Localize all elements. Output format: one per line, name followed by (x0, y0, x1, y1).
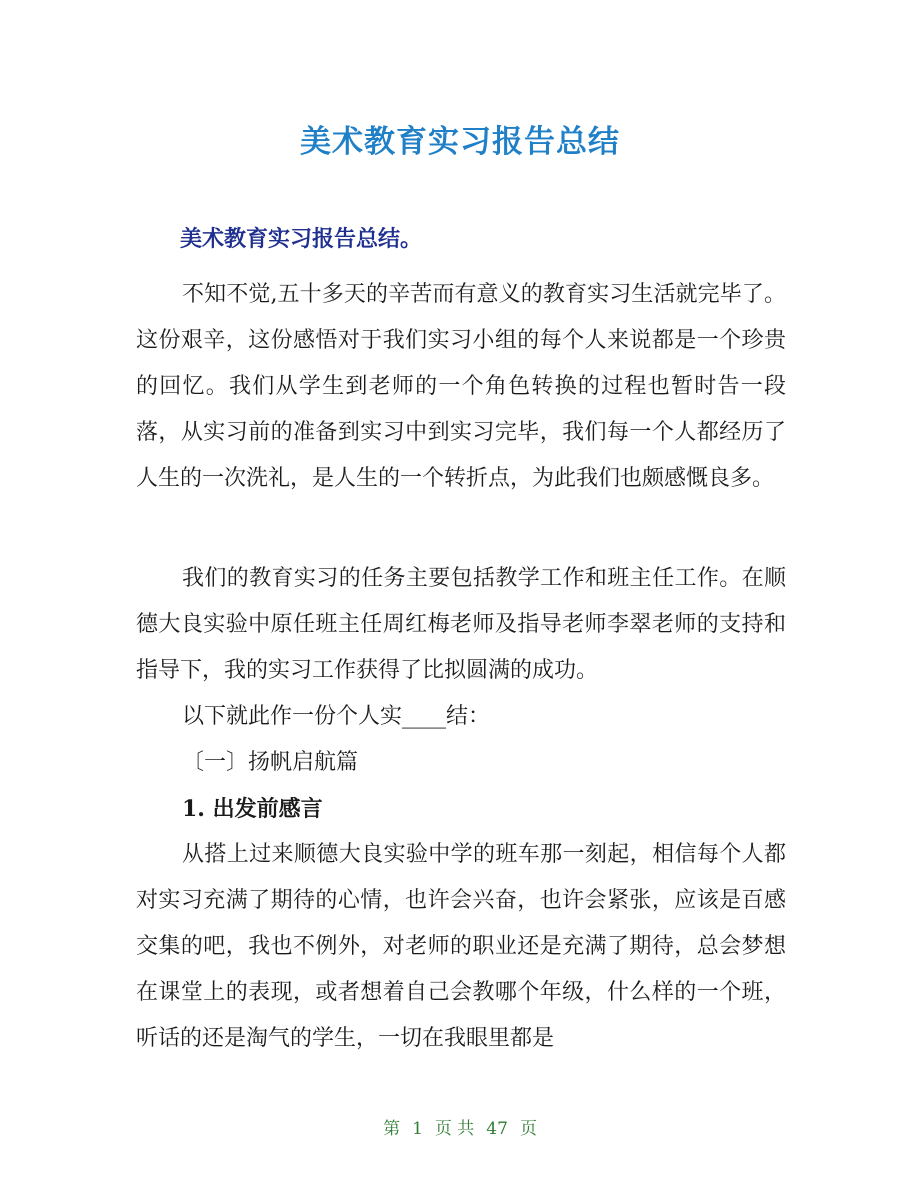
paragraph-3: 从搭上过来顺德大良实验中学的班车那一刻起，相信每个人都对实习充满了期待的心情，也许会兴奋，也许会紧张，应该是百感交集的吧，我也不例外，对老师的职业还是充满了期待，总会梦想在课堂上的表现，或者想着自己会教哪个年级，什么样的一个班，听话的还是淘气的学生，一切在我眼里都是 (136, 842, 786, 1051)
footer-total-pages: 47 (486, 1119, 508, 1139)
section-heading: 〔一〕扬帆启航篇 (182, 750, 359, 775)
numbered-heading: 1. 出发前感言 (182, 796, 323, 822)
document-title: 美术教育实习报告总结 (300, 124, 620, 160)
page-footer (0, 1114, 920, 1139)
paragraph-3-container (136, 832, 786, 1062)
paragraph-2-container (136, 556, 786, 694)
paragraph-1-container (136, 272, 786, 502)
document-subtitle: 美术教育实习报告总结。 (180, 227, 423, 252)
footer-suffix: 页 (519, 1119, 537, 1139)
paragraph-1: 不知不觉,五十多天的辛苦而有意义的教育实习生活就完毕了。这份艰辛，这份感悟对于我们实习小组的每个人来说都是一个珍贵的回忆。我们从学生到老师的一个角色转换的过程也暂时告一段落，从实习前的准备到实习中到实习完毕，我们每一个人都经历了人生的一次洗礼，是人生的一个转折点，为此我们也颇感慨良多。 (136, 282, 786, 491)
summary-line: 以下就此作一份个人实____结： (182, 704, 491, 729)
paragraph-2: 我们的教育实习的任务主要包括教学工作和班主任工作。在顺德大良实验中原任班主任周红梅老师及指导老师李翠老师的支持和指导下，我的实习工作获得了比拟圆满的成功。 (136, 566, 786, 683)
footer-middle: 页 共 (434, 1119, 475, 1139)
footer-page-number: 1 (412, 1119, 423, 1139)
footer-prefix: 第 (383, 1119, 401, 1139)
